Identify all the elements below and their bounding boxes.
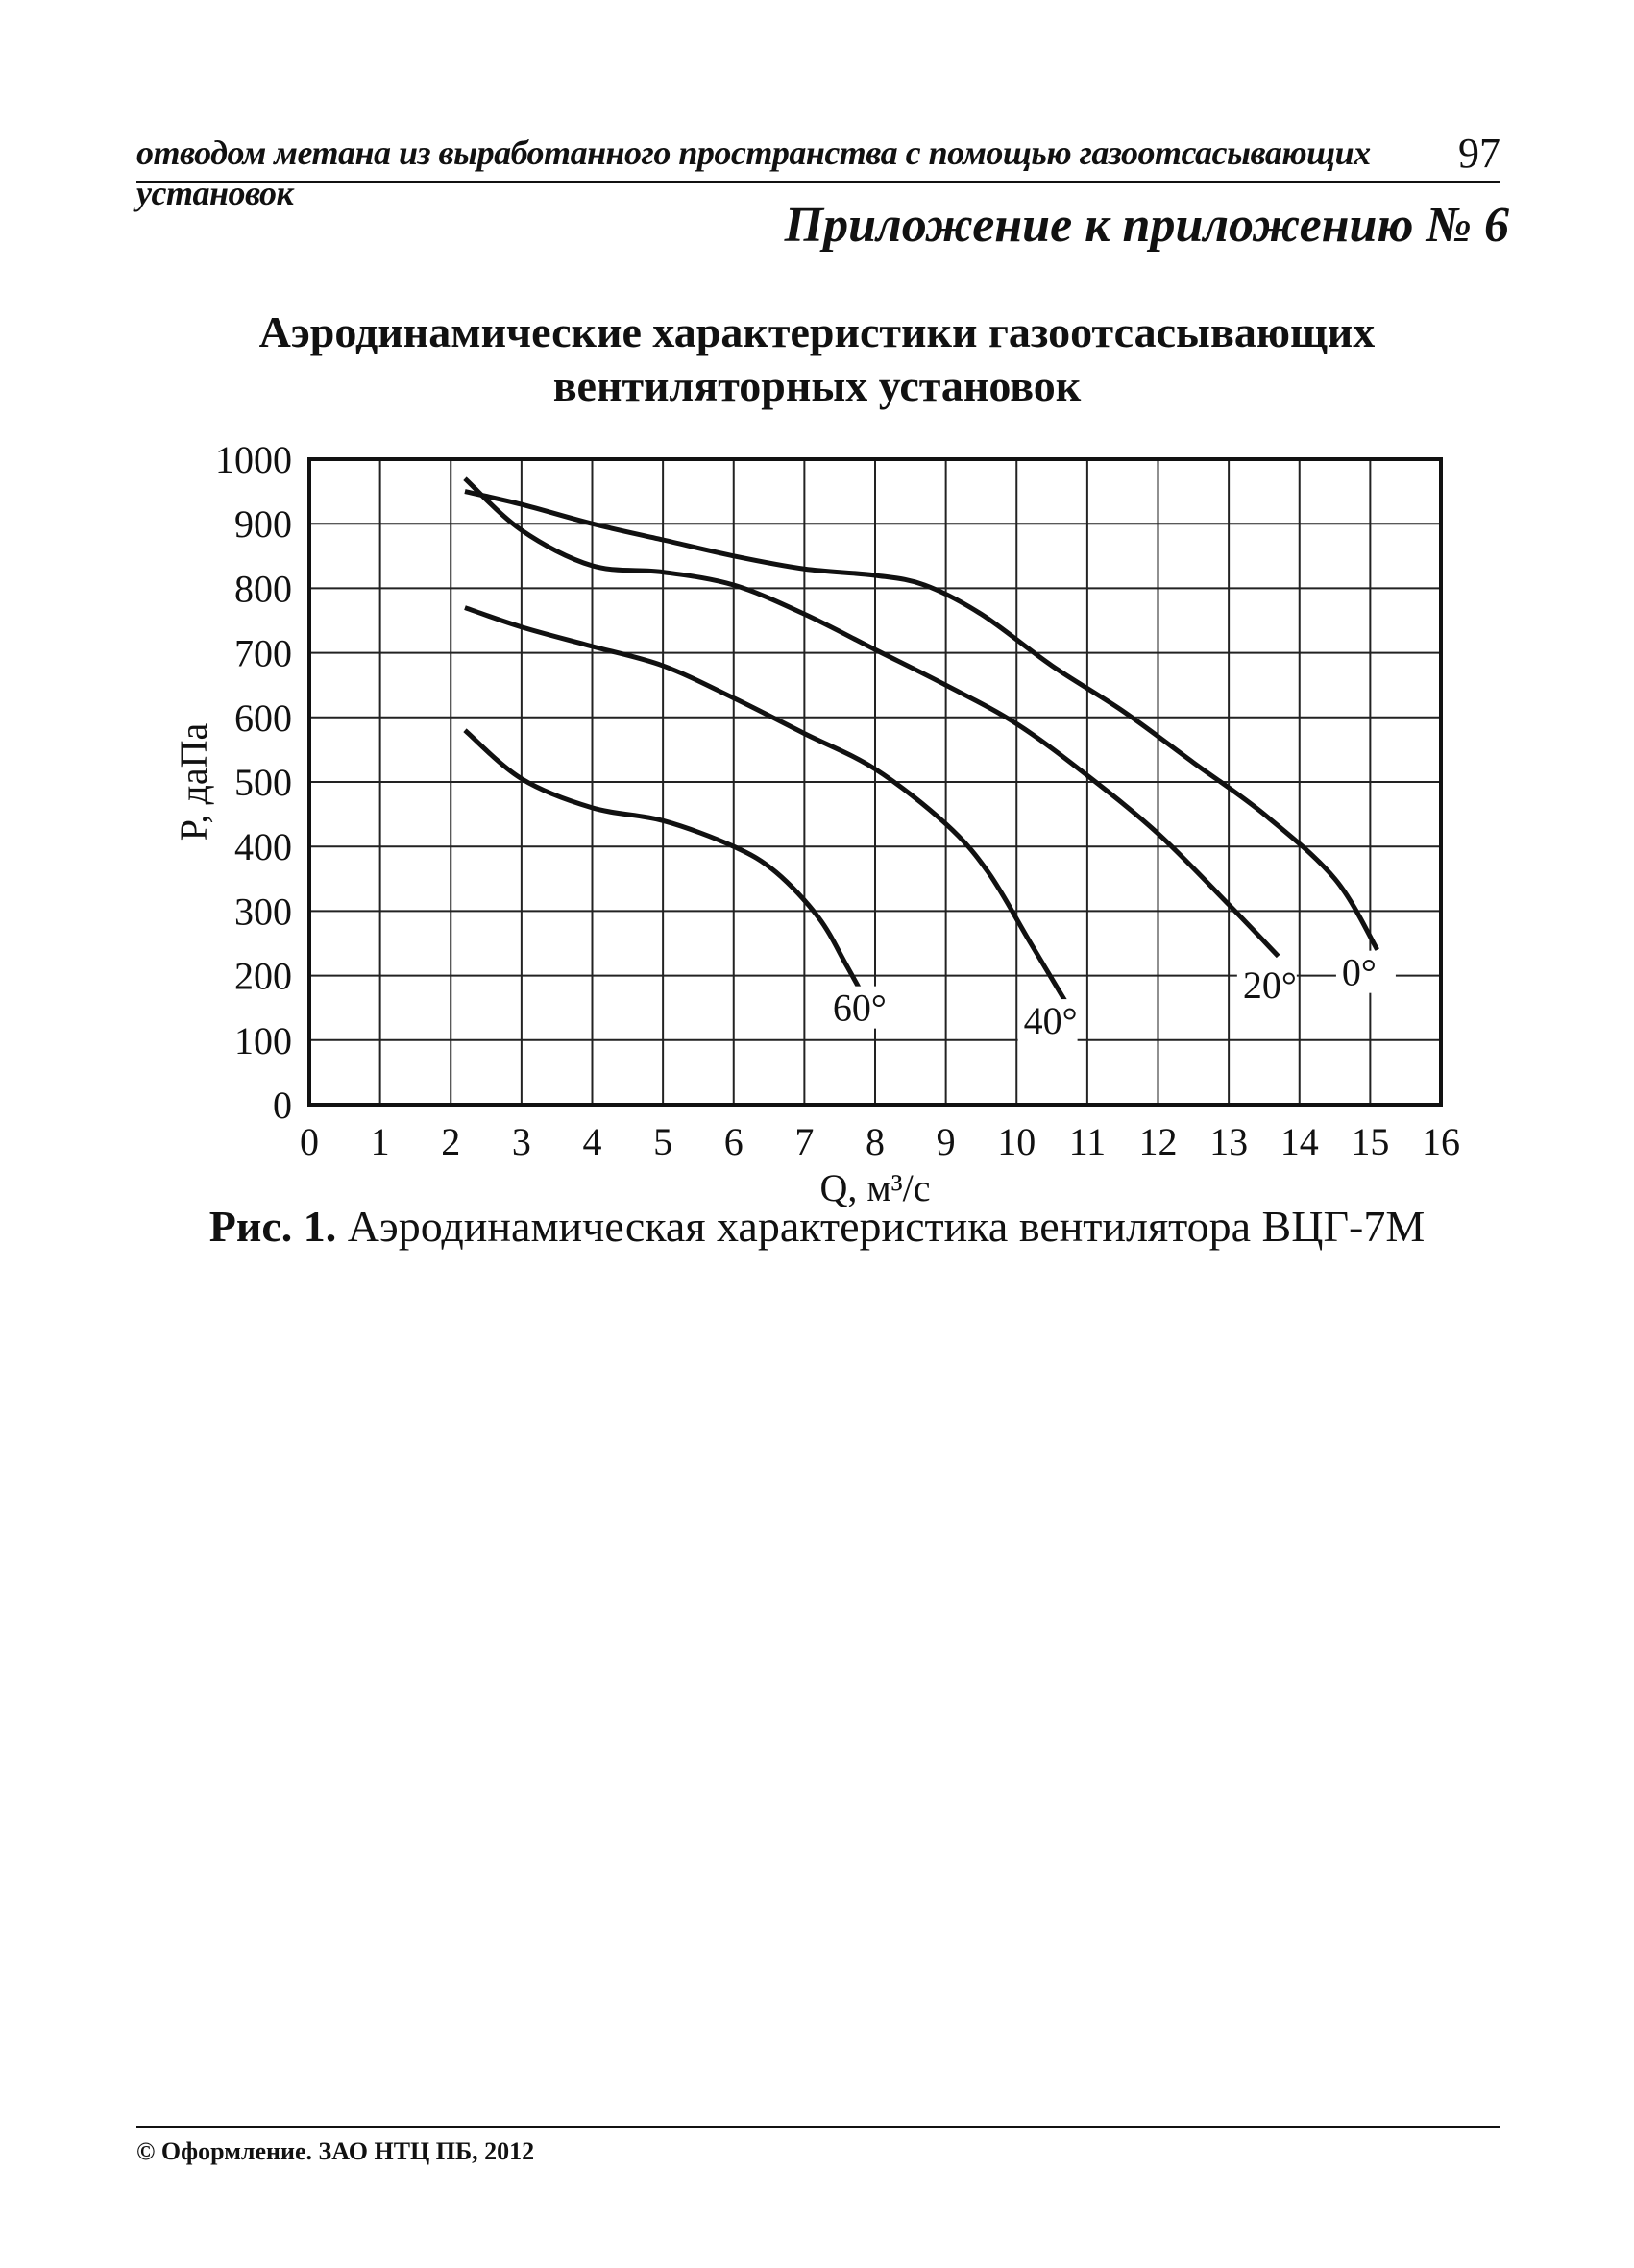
figure-caption-text: Аэродинамическая характеристика вентилятора ВЦГ-7М — [336, 1202, 1426, 1251]
y-tick-label: 0 — [273, 1084, 292, 1127]
x-tick-label: 9 — [936, 1120, 956, 1163]
x-axis-label: Q, м³/с — [819, 1166, 931, 1209]
y-tick-label: 800 — [234, 567, 292, 611]
curve-label: 20° — [1242, 963, 1297, 1008]
x-tick-label: 10 — [997, 1120, 1036, 1163]
footer-divider — [136, 2126, 1500, 2128]
x-tick-label: 0 — [300, 1120, 319, 1163]
y-tick-label: 500 — [234, 761, 292, 804]
y-tick-label: 200 — [234, 954, 292, 998]
x-tick-label: 3 — [511, 1120, 531, 1163]
y-tick-label: 900 — [234, 502, 292, 547]
x-tick-label: 15 — [1351, 1120, 1390, 1163]
footer-copyright: © Оформление. ЗАО НТЦ ПБ, 2012 — [136, 2137, 535, 2165]
x-tick-label: 14 — [1280, 1120, 1319, 1163]
running-title: отводом метана из выработанного пространства с помощью газоотсасывающих установок — [136, 134, 1371, 212]
curve-60° — [465, 730, 875, 1017]
section-title-line-1: Аэродинамические характеристики газоотсасывающих — [258, 307, 1376, 356]
x-tick-label: 7 — [794, 1120, 815, 1163]
curve-label: 40° — [1023, 999, 1078, 1043]
x-tick-label: 12 — [1138, 1120, 1178, 1163]
y-axis-label: P, даПа — [172, 722, 215, 841]
page-number: 97 — [1458, 130, 1500, 177]
y-tick-label: 100 — [234, 1018, 292, 1062]
x-tick-label: 16 — [1422, 1120, 1460, 1163]
figure-caption-label: Рис. 1. — [208, 1202, 337, 1251]
x-tick-label: 2 — [441, 1120, 461, 1163]
figure-caption — [0, 1201, 1634, 1252]
y-tick-label: 600 — [234, 695, 292, 740]
curve-0° — [465, 492, 1378, 950]
x-tick-label: 5 — [653, 1120, 673, 1163]
curve-label: 60° — [832, 986, 887, 1030]
x-tick-label: 4 — [582, 1120, 602, 1163]
curve-label: 0° — [1341, 950, 1377, 994]
y-tick-label: 300 — [234, 890, 292, 934]
x-tick-label: 13 — [1209, 1120, 1249, 1163]
x-tick-label: 11 — [1068, 1120, 1107, 1163]
y-tick-label: 1000 — [215, 438, 292, 481]
section-title-line-2: вентиляторных установок — [552, 361, 1082, 410]
x-tick-label: 1 — [370, 1120, 390, 1163]
x-tick-label: 8 — [866, 1120, 885, 1163]
y-tick-label: 700 — [234, 631, 292, 675]
y-tick-label: 400 — [234, 825, 292, 869]
x-tick-label: 6 — [723, 1120, 744, 1163]
appendix-label: Приложение к приложению № 6 — [784, 198, 1509, 253]
curve-40° — [465, 608, 1073, 1014]
